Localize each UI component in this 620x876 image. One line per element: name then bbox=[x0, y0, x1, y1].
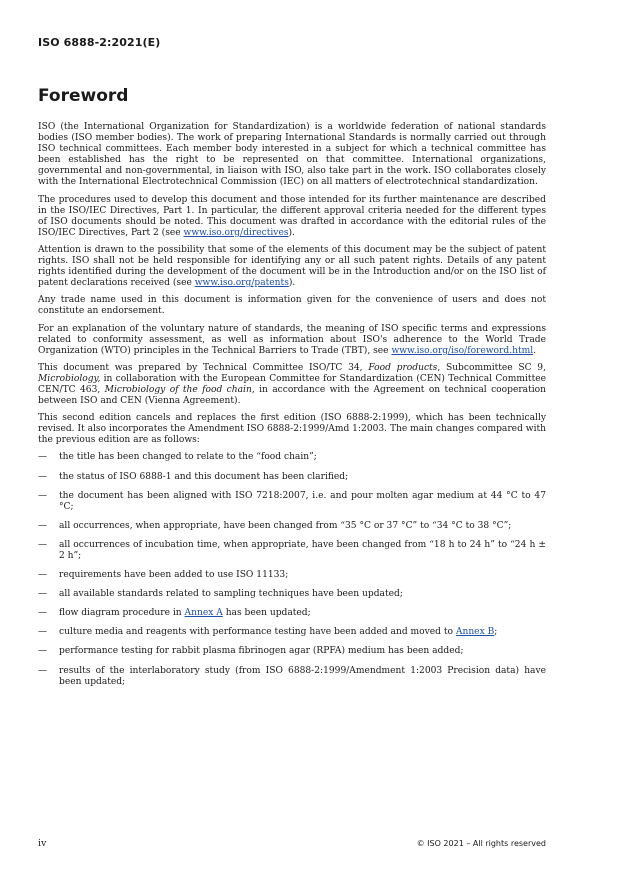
list-item-text: performance testing for rabbit plasma fibrinogen agar (RPFA) medium has been added; bbox=[59, 646, 464, 657]
list-dash: — bbox=[38, 646, 48, 657]
list-item-text-part: culture media and reagents with performance testing have been added and moved to bbox=[59, 627, 456, 638]
paragraph-text: . bbox=[533, 345, 537, 356]
list-item bbox=[38, 666, 546, 688]
list-item-text: the title has been changed to relate to the “food chain”; bbox=[59, 452, 317, 463]
list-dash: — bbox=[38, 490, 48, 501]
list-item bbox=[38, 589, 546, 600]
paragraph-text: , Subcommittee SC 9, bbox=[437, 362, 546, 373]
paragraph-patents bbox=[38, 245, 546, 289]
list-item bbox=[38, 646, 546, 657]
paragraph-committee bbox=[38, 363, 546, 407]
document-identifier: ISO 6888-2:2021(E) bbox=[38, 36, 161, 49]
paragraph-voluntary-nature bbox=[38, 324, 546, 357]
list-item-text bbox=[59, 627, 546, 638]
paragraph-edition: This second edition cancels and replaces the first edition (ISO 6888-2:1999), which has been technically revised. It also incorporates the Amendment ISO 6888-2:1999/Amd 1:2003. The main changes compared with the previous edition are as follows: bbox=[38, 413, 546, 446]
list-item-text: results of the interlaboratory study (from ISO 6888-2:1999/Amendment 1:2003 Precision data) have been updated; bbox=[59, 665, 546, 687]
directives-link[interactable]: www.iso.org/directives bbox=[183, 227, 289, 238]
list-dash: — bbox=[38, 520, 48, 531]
list-item bbox=[38, 491, 546, 513]
list-item bbox=[38, 570, 546, 581]
list-dash: — bbox=[38, 665, 48, 676]
paragraph-text: ). bbox=[288, 278, 296, 289]
list-dash: — bbox=[38, 539, 48, 550]
paragraph-text: Attention is drawn to the possibility that some of the elements of this document may be the subject of patent rights. ISO shall not be held responsible for identifying any or all such patent rights. Details of any patent rights identified during the development of the document will be in the Introduction and/or on the ISO list of patent declarations received (see bbox=[38, 244, 546, 289]
list-item-text bbox=[59, 608, 546, 619]
foreword-body bbox=[38, 122, 546, 696]
list-item bbox=[38, 627, 546, 638]
cen-committee-name-italic: Microbiology of the food chain bbox=[104, 384, 252, 395]
list-item-text: the status of ISO 6888-1 and this document has been clarified; bbox=[59, 471, 349, 482]
section-title: Foreword bbox=[38, 86, 129, 106]
list-dash: — bbox=[38, 608, 48, 619]
paragraph-text: The procedures used to develop this document and those intended for its further maintenance are described in the ISO/IEC Directives, Part 1. In particular, the different approval criteria needed for the different types of ISO documents should be noted. This document was drafted in accordance with the editorial rules of the ISO/IEC Directives, Part 2 (see bbox=[38, 194, 546, 238]
list-item-text: all available standards related to sampling techniques have been updated; bbox=[59, 589, 403, 600]
list-dash: — bbox=[38, 471, 48, 482]
paragraph-text: , in accordance with the Agreement on technical cooperation between ISO and CEN (Vienna Agreement). bbox=[38, 384, 546, 407]
paragraph-iso-intro: ISO (the International Organization for Standardization) is a worldwide federation of national standards bodies (ISO member bodies). The work of preparing International Standards is normally carried out through ISO technical committees. Each member body interested in a subject for which a technical committee has been established has the right to be represented on that committee. International organizations, governmental and non-governmental, in liaison with ISO, also take part in the work. ISO collaborates closely with the International Electrotechnical Commission (IEC) on all matters of electrotechnical standardization. bbox=[38, 122, 546, 188]
list-dash: — bbox=[38, 570, 48, 581]
list-dash: — bbox=[38, 452, 48, 463]
annex-link[interactable]: Annex B bbox=[455, 627, 495, 638]
paragraph-procedures bbox=[38, 195, 546, 239]
subcommittee-name-italic: Microbiology, bbox=[38, 373, 101, 384]
patents-link[interactable]: www.iso.org/patents bbox=[194, 278, 289, 289]
list-item-text: all occurrences, when appropriate, have been changed from “35 °C or 37 °C” to “34 °C to 38 °C”; bbox=[59, 520, 512, 531]
changes-list bbox=[38, 452, 546, 687]
list-item bbox=[38, 452, 546, 463]
copyright-notice: © ISO 2021 – All rights reserved bbox=[416, 839, 546, 848]
annex-link[interactable]: Annex A bbox=[184, 608, 223, 619]
list-item-text: requirements have been added to use ISO 11133; bbox=[59, 570, 289, 581]
paragraph-text: in collaboration with the European Committee for Standardization (CEN) Technical Committee CEN/TC 463, bbox=[38, 373, 546, 395]
paragraph-text: This document was prepared by Technical Committee ISO/TC 34, bbox=[38, 362, 369, 373]
list-item bbox=[38, 521, 546, 532]
list-item bbox=[38, 472, 546, 483]
list-item-text: all occurrences of incubation time, when appropriate, have been changed from “18 h to 24 h” to “24 h ± 2 h”; bbox=[59, 539, 546, 561]
list-dash: — bbox=[38, 627, 48, 638]
list-dash: — bbox=[38, 589, 48, 600]
list-item-text-part: flow diagram procedure in bbox=[59, 608, 185, 619]
page-number: iv bbox=[38, 838, 47, 849]
paragraph-text: For an explanation of the voluntary nature of standards, the meaning of ISO specific terms and expressions related to conformity assessment, as well as information about ISO's adherence to the World Trade Organization (WTO) principles in the Technical Barriers to Trade (TBT), see bbox=[38, 323, 546, 356]
foreword-link[interactable]: www.iso.org/iso/foreword.html bbox=[391, 345, 534, 356]
committee-name-italic: Food products bbox=[368, 362, 438, 373]
list-item-text-part: has been updated; bbox=[222, 608, 311, 619]
list-item bbox=[38, 540, 546, 562]
paragraph-text: ). bbox=[288, 227, 295, 238]
paragraph-trade-name: Any trade name used in this document is information given for the convenience of users and does not constitute an endorsement. bbox=[38, 295, 546, 317]
list-item-text-part: ; bbox=[494, 627, 498, 638]
list-item bbox=[38, 608, 546, 619]
list-item-text: the document has been aligned with ISO 7218:2007, i.e. and pour molten agar medium at 44 °C to 47 °C; bbox=[59, 490, 546, 512]
